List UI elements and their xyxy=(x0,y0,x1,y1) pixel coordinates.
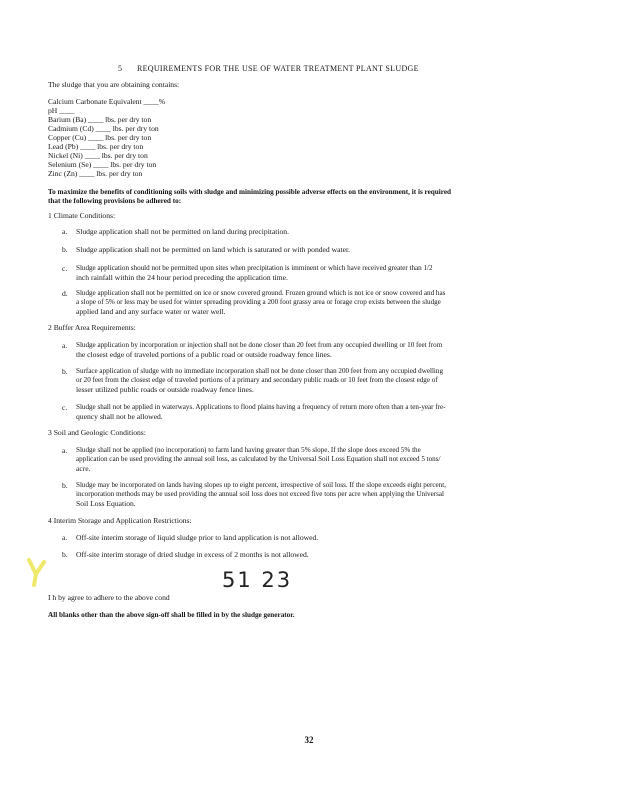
item-letter: c. xyxy=(62,264,68,273)
item-text: Soil Loss Equation. xyxy=(76,499,136,508)
handwritten-number: 51 23 xyxy=(222,568,293,592)
page-number: 32 xyxy=(304,735,314,745)
constituent-item: Zinc (Zn) ____ lbs. per dry ton xyxy=(48,169,143,178)
item-letter: b. xyxy=(62,481,68,490)
item-letter: b. xyxy=(62,550,68,559)
closing-note: All blanks other than the above sign-off shall be filled in by the sludge generator. xyxy=(48,611,295,619)
item-text: lesser utilized public roads or outside roadway fence lines. xyxy=(76,385,254,394)
item-letter: c. xyxy=(62,403,68,412)
item-text: acre. xyxy=(76,464,91,473)
item-text: Sludge application shall not be permitted on land which is saturated or with ponded water. xyxy=(76,245,350,254)
item-text: Sludge shall not be applied in waterways. Applications to flood plains having a frequency of return more often than a ten-year fre- xyxy=(76,403,446,411)
item-text: a slope of 5% or less may be used for winter spreading providing a 200 foot grassy area or forage crop exists between the sludge xyxy=(76,298,441,306)
constituent-item: Nickel (Ni) ____ lbs. per dry ton xyxy=(48,151,148,160)
agreement-line: I h by agree to adhere to the above cond xyxy=(48,593,170,602)
constituent-item: Cadmium (Cd) ____ lbs. per dry ton xyxy=(48,124,159,133)
item-text: Sludge application should not be permitted upon sites when precipitation is imminent or which have received greater than 1/2 xyxy=(76,264,433,272)
item-text: Sludge application shall not be permitted on land during precipitation. xyxy=(76,227,289,236)
item-text: inch rainfall within the 24 hour period preceding the application time. xyxy=(76,273,288,282)
item-text: Off-site interim storage of liquid sludge prior to land application is not allowed. xyxy=(76,533,319,542)
item-letter: a. xyxy=(62,341,68,350)
provisions-intro: that the following provisions be adhered to: xyxy=(48,197,182,205)
item-letter: b. xyxy=(62,367,68,376)
intro-text: The sludge that you are obtaining contains: xyxy=(48,80,180,89)
item-letter: b. xyxy=(62,245,68,254)
item-text: applied land and any surface water or water well. xyxy=(76,307,226,316)
section-heading: 1 Climate Conditions: xyxy=(48,211,116,220)
header-page-marker: 5 xyxy=(118,64,123,73)
page-header xyxy=(118,64,419,73)
item-text: application can be used providing the annual soil loss, as calculated by the Universal Soil Loss Equation shall not exceed 5 tons/ xyxy=(76,455,441,463)
item-text: incorporation methods may be used providing the annual soil loss does not exceed five tons per acre when applying the Universal xyxy=(76,490,444,498)
item-text: or 20 feet from the closest edge of traveled portions of a primary and secondary public roads or 10 feet from the closest edge of xyxy=(76,376,438,384)
item-letter: a. xyxy=(62,227,68,236)
item-text: Off-site interim storage of dried sludge in excess of 2 months is not allowed. xyxy=(76,550,309,559)
constituent-item: Lead (Pb) ____ lbs. per dry ton xyxy=(48,142,144,151)
item-text: Surface application of sludge with no immediate incorporation shall not be done closer than 200 feet from any occupied dwelling xyxy=(76,367,443,375)
item-letter: a. xyxy=(62,446,68,455)
constituent-item: Barium (Ba) ____ lbs. per dry ton xyxy=(48,115,152,124)
section-heading: 2 Buffer Area Requirements: xyxy=(48,323,136,332)
item-text: Sludge may be incorporated on lands having slopes up to eight percent, irrespective of soil loss. If the slope exceeds eight percent, xyxy=(76,481,446,489)
item-text: quency shall not be allowed. xyxy=(76,412,163,421)
constituent-item: pH ____ xyxy=(48,106,75,115)
constituent-item: Selenium (Se) ____ lbs. per dry ton xyxy=(48,160,157,169)
section-heading: 4 Interim Storage and Application Restrictions: xyxy=(48,516,192,525)
item-text: Sludge application shall not be permitted on ice or snow covered ground. Frozen ground which is not ice or snow covered and has xyxy=(76,289,446,297)
section-heading: 3 Soil and Geologic Conditions: xyxy=(48,428,146,437)
item-text: the closest edge of traveled portions of a public road or outside roadway fence lines. xyxy=(76,350,332,359)
item-text: Sludge application by incorporation or injection shall not be done closer than 20 feet from any occupied dwelling or 10 feet from xyxy=(76,341,443,349)
constituent-item: Calcium Carbonate Equivalent ____% xyxy=(48,97,166,106)
item-letter: a. xyxy=(62,533,68,542)
item-letter: d. xyxy=(62,289,68,298)
item-text: Sludge shall not be applied (no incorporation) to farm land having greater than 5% slope. If the slope does exceed 5% the xyxy=(76,446,421,454)
provisions-intro: To maximize the benefits of conditioning soils with sludge and minimizing possible adverse effects on the environment, it is required xyxy=(48,188,452,196)
header-title: REQUIREMENTS FOR THE USE OF WATER TREATMENT PLANT SLUDGE xyxy=(136,64,419,73)
highlight-mark xyxy=(26,558,48,588)
constituent-item: Copper (Cu) ____ lbs. per dry ton xyxy=(48,133,152,142)
